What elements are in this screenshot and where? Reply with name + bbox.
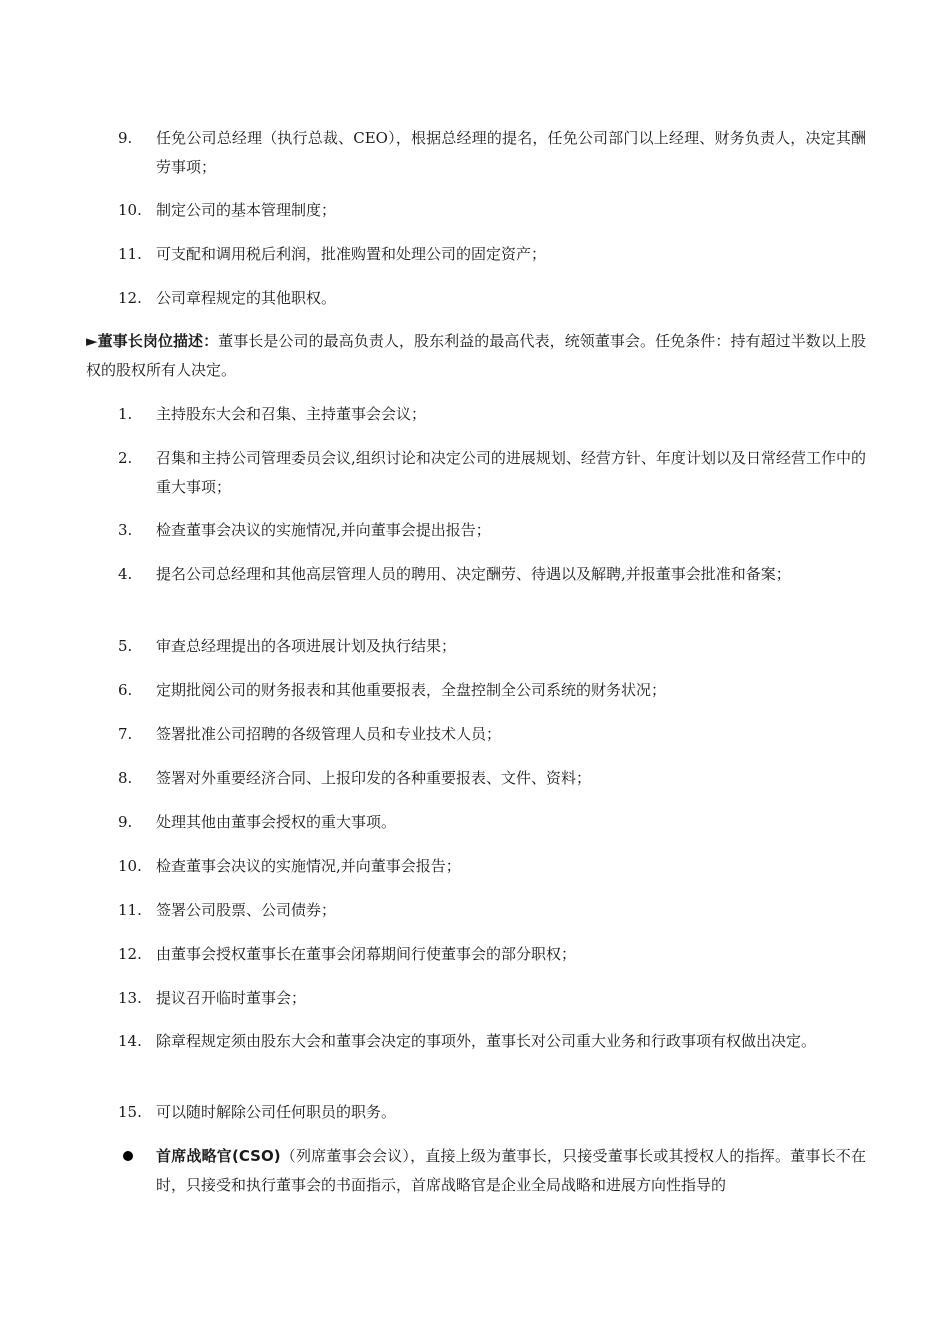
list-item <box>118 940 866 969</box>
list-item <box>118 1098 866 1127</box>
list-item <box>118 720 866 749</box>
list-item <box>118 516 866 545</box>
list-item-text: 可以随时解除公司任何职员的职务。 <box>156 1103 397 1121</box>
list-item <box>118 764 866 793</box>
list-item-text: 任免公司总经理（执行总裁、CEO），根据总经理的提名，任免公司部门以上经理、财务负责人，决定其酬劳事项； <box>156 129 866 176</box>
bullet-text <box>156 1142 866 1200</box>
bullet-body: （列席董事会会议），直接上级为董事长，只接受董事长或其授权人的指挥。董事长不在时，只接受和执行董事会的书面指示，首席战略官是企业全局战略和进展方向性指导的 <box>156 1147 866 1194</box>
list-item-number: 3. <box>118 521 133 539</box>
list-item-text: 签署公司股票、公司债券； <box>156 901 337 919</box>
list-item-text: 审查总经理提出的各项进展计划及执行结果； <box>156 637 457 655</box>
list-item-text: 检查董事会决议的实施情况,并向董事会提出报告； <box>156 521 491 539</box>
list-item-number: 6. <box>118 681 133 699</box>
list-item-number: 12. <box>118 289 142 307</box>
list-item-text: 检查董事会决议的实施情况,并向董事会报告； <box>156 857 461 875</box>
list-item-number: 13. <box>118 989 142 1007</box>
list-item-text: 提名公司总经理和其他高层管理人员的聘用、决定酬劳、待遇以及解聘,并报董事会批准和备案； <box>156 565 791 583</box>
list-item-text: 可支配和调用税后利润，批准购置和处理公司的固定资产； <box>156 245 547 263</box>
list-item <box>118 284 866 313</box>
list-item-text: 签署批准公司招聘的各级管理人员和专业技术人员； <box>156 725 502 743</box>
list-item-number: 14. <box>118 1032 142 1050</box>
list-item <box>118 560 866 589</box>
list-item <box>118 240 866 269</box>
list-item <box>118 984 866 1013</box>
list-item-number: 9. <box>118 813 133 831</box>
list-item-number: 10. <box>118 201 142 219</box>
list-item-number: 5. <box>118 637 133 655</box>
list-item-text: 处理其他由董事会授权的重大事项。 <box>156 813 397 831</box>
list-item-text: 公司章程规定的其他职权。 <box>156 289 337 307</box>
list-item-text: 除章程规定须由股东大会和董事会决定的事项外，董事长对公司重大业务和行政事项有权做出决定。 <box>156 1032 817 1050</box>
section-heading: 董事长岗位描述： <box>97 332 219 350</box>
list-item-text: 主持股东大会和召集、主持董事会会议； <box>156 405 427 423</box>
list-item <box>118 632 866 661</box>
list-item <box>118 124 866 182</box>
list-item-number: 10. <box>118 857 142 875</box>
list-item-text: 定期批阅公司的财务报表和其他重要报表，全盘控制全公司系统的财务状况； <box>156 681 667 699</box>
cso-bullet <box>118 1142 866 1200</box>
list-item-number: 1. <box>118 405 133 423</box>
list-item <box>118 196 866 225</box>
list-item-text: 提议召开临时董事会； <box>156 989 307 1007</box>
list-item-number: 12. <box>118 945 142 963</box>
bullet-dot-icon <box>123 1151 133 1161</box>
list-item <box>118 852 866 881</box>
list-item-text: 召集和主持公司管理委员会议,组织讨论和决定公司的进展规划、经营方针、年度计划以及日常经营工作中的重大事项； <box>156 449 866 496</box>
chairman-description <box>86 327 866 385</box>
list-item <box>118 896 866 925</box>
list-item <box>118 1027 866 1056</box>
list-item-number: 11. <box>118 245 142 263</box>
list-item-number: 7. <box>118 725 133 743</box>
list-item-number: 4. <box>118 565 133 583</box>
section-marker: ► <box>86 332 98 350</box>
list-item-text: 制定公司的基本管理制度； <box>156 201 337 219</box>
list-item-number: 11. <box>118 901 142 919</box>
list-item-number: 2. <box>118 449 133 467</box>
section-body: 董事长是公司的最高负责人，股东利益的最高代表，统领董事会。任免条件：持有超过半数以上股权的股权所有人决定。 <box>86 332 866 379</box>
list-item-number: 8. <box>118 769 133 787</box>
list-item-number: 9. <box>118 129 133 147</box>
list-item <box>118 400 866 429</box>
list-item <box>118 444 866 502</box>
bullet-heading: 首席战略官(CSO) <box>156 1147 281 1165</box>
list-item <box>118 808 866 837</box>
list-item-text: 签署对外重要经济合同、上报印发的各种重要报表、文件、资料； <box>156 769 592 787</box>
list-item <box>118 676 866 705</box>
list-item-text: 由董事会授权董事长在董事会闭幕期间行使董事会的部分职权； <box>156 945 577 963</box>
list-item-number: 15. <box>118 1103 142 1121</box>
